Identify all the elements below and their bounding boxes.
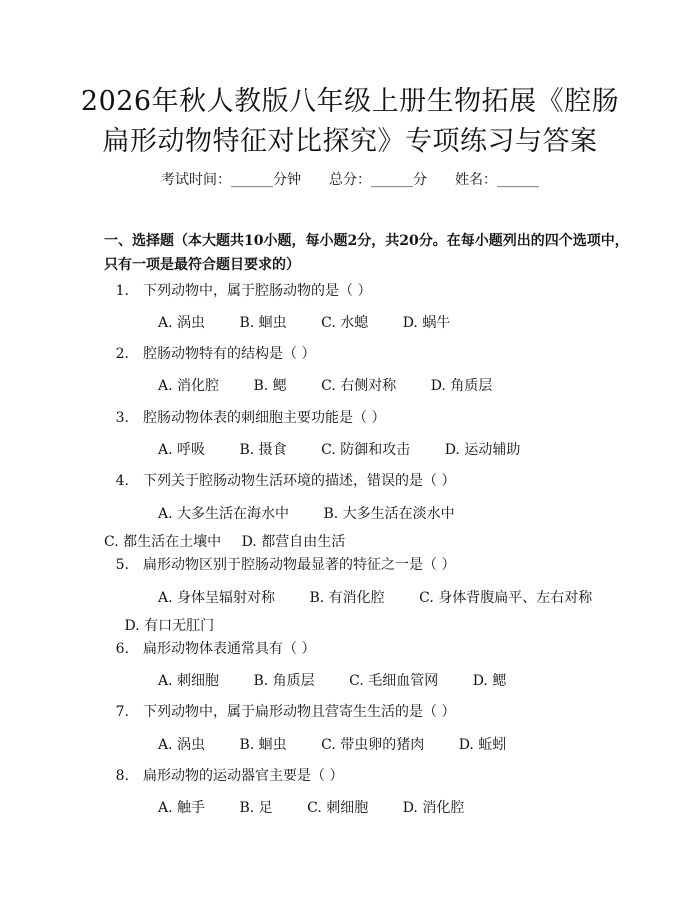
option-b: B. 鳃 xyxy=(253,378,287,394)
question-6 xyxy=(104,636,630,662)
question-5-options xyxy=(104,584,600,640)
option-a: A. 消化腔 xyxy=(158,378,220,394)
question-3 xyxy=(104,405,630,431)
question-7 xyxy=(104,699,630,725)
option-b: B. 有消化腔 xyxy=(309,590,385,606)
exam-meta-line: 考试时间：______分钟 总分：______分 姓名：______ xyxy=(161,172,539,188)
option-d: D. 蜗牛 xyxy=(402,315,451,331)
option-c: C. 水螅 xyxy=(321,315,369,331)
section-heading: 一、选择题（本大题共10小题，每小题2分，共20分。在每小题列出的四个选项中，只有一项是最符合题目要求的） xyxy=(104,233,629,273)
option-c: C. 带虫卵的猪肉 xyxy=(321,737,425,753)
option-b: B. 蛔虫 xyxy=(239,315,287,331)
option-d: D. 有口无肛门 xyxy=(124,618,215,634)
question-number: 4. xyxy=(115,473,129,489)
option-b: B. 蛔虫 xyxy=(239,737,287,753)
option-c: C. 右侧对称 xyxy=(321,378,397,394)
question-stem: 下列关于腔肠动物生活环境的描述，错误的是（ ） xyxy=(143,473,456,489)
title-line-2: 扁形动物特征对比探究》专项练习与答案 xyxy=(102,126,598,157)
question-6-options xyxy=(158,667,600,695)
option-a: A. 呼吸 xyxy=(158,442,206,458)
option-d: D. 角质层 xyxy=(430,378,493,394)
option-d: D. 运动辅助 xyxy=(444,442,521,458)
question-number: 1. xyxy=(115,283,129,299)
option-d: D. 消化腔 xyxy=(402,800,465,816)
question-number: 3. xyxy=(115,410,129,426)
question-5 xyxy=(104,552,630,578)
question-4-options xyxy=(104,500,600,556)
question-7-options xyxy=(158,731,600,759)
question-stem: 下列动物中，属于腔肠动物的是（ ） xyxy=(143,283,372,299)
question-number: 8. xyxy=(115,768,129,784)
option-c: C. 身体背腹扁平、左右对称 xyxy=(419,590,593,606)
option-a: A. 大多生活在海水中 xyxy=(158,506,290,522)
option-b: B. 角质层 xyxy=(253,673,315,689)
question-3-options xyxy=(158,436,600,464)
option-a: A. 刺细胞 xyxy=(158,673,220,689)
option-b: B. 足 xyxy=(239,800,273,816)
question-number: 5. xyxy=(115,557,129,573)
option-a: A. 身体呈辐射对称 xyxy=(158,590,276,606)
option-b: B. 大多生活在淡水中 xyxy=(323,506,455,522)
option-b: B. 摄食 xyxy=(239,442,287,458)
document-title xyxy=(40,82,660,162)
question-stem: 扁形动物区别于腔肠动物最显著的特征之一是（ ） xyxy=(143,557,456,573)
question-4 xyxy=(104,468,630,494)
question-number: 6. xyxy=(115,641,129,657)
question-2-options xyxy=(158,372,600,400)
title-line-1: 2026年秋人教版八年级上册生物拓展《腔肠 xyxy=(80,86,620,117)
question-1-options xyxy=(158,309,600,337)
question-stem: 扁形动物的运动器官主要是（ ） xyxy=(143,768,344,784)
question-1 xyxy=(104,278,630,304)
question-stem: 扁形动物体表通常具有（ ） xyxy=(143,641,316,657)
question-number: 7. xyxy=(115,704,129,720)
option-a: A. 触手 xyxy=(158,800,206,816)
question-8-options xyxy=(158,794,600,822)
option-c: C. 都生活在土壤中 xyxy=(104,534,222,550)
question-stem: 腔肠动物特有的结构是（ ） xyxy=(143,346,316,362)
option-d: D. 鳃 xyxy=(472,673,507,689)
question-2 xyxy=(104,341,630,367)
option-d: D. 都营自由生活 xyxy=(241,534,346,550)
question-8 xyxy=(104,763,630,789)
option-c: C. 刺细胞 xyxy=(307,800,369,816)
option-c: C. 防御和攻击 xyxy=(321,442,411,458)
option-a: A. 涡虫 xyxy=(158,737,206,753)
question-stem: 腔肠动物体表的刺细胞主要功能是（ ） xyxy=(143,410,386,426)
question-number: 2. xyxy=(115,346,129,362)
option-d: D. 蚯蚓 xyxy=(458,737,507,753)
option-c: C. 毛细血管网 xyxy=(349,673,439,689)
question-stem: 下列动物中，属于扁形动物且营寄生生活的是（ ） xyxy=(143,704,456,720)
option-a: A. 涡虫 xyxy=(158,315,206,331)
